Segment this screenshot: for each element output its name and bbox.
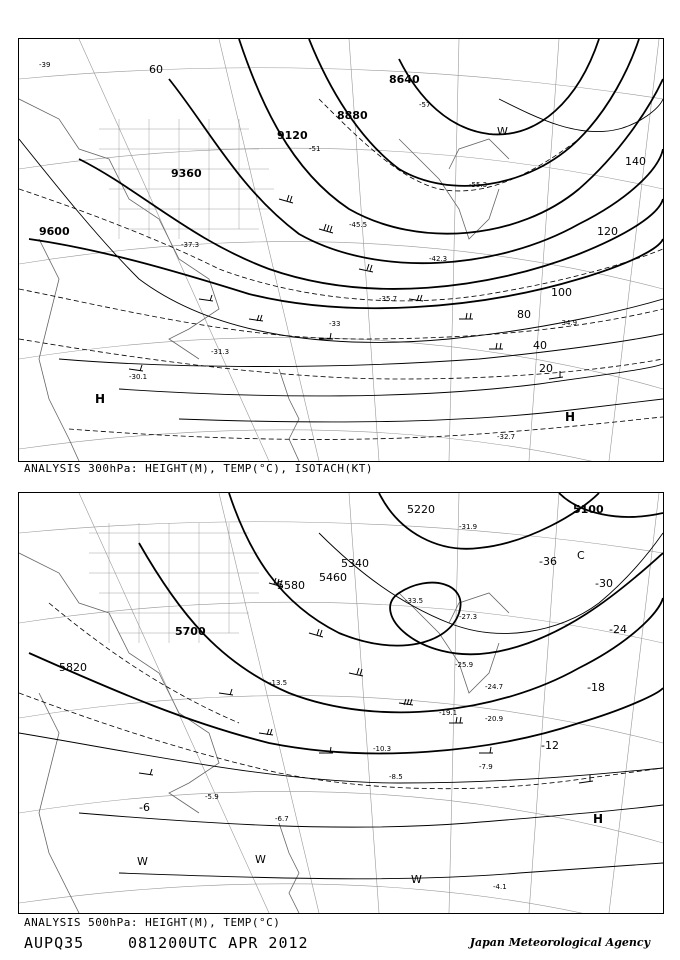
station-value: -13.5 [269,679,288,687]
analysis-300hpa-map [18,38,664,462]
station-value: -8.5 [389,773,403,781]
high-pressure-center: H [95,392,106,406]
isotach-label-120: 120 [597,225,618,238]
temp-label: -32.7 [497,433,516,441]
station-value: -20.9 [485,715,504,723]
temp-contour-label: -18 [587,681,605,694]
coastlines [19,99,509,461]
station-value: -33.5 [405,597,424,605]
isotach-label-60: 60 [149,63,163,76]
temp-contour-label: -30 [595,577,613,590]
height-contours [29,39,663,308]
height-label-9120: 9120 [277,129,308,142]
temp-label: -37.3 [181,241,200,249]
temperature-contours [19,533,663,879]
isotach-label-40: 40 [533,339,547,352]
height-label-8640: 8640 [389,73,420,86]
height-contours [29,493,663,753]
warm-center: W [255,853,266,866]
station-value: -31.9 [459,523,478,531]
hatched-area [89,523,259,643]
isotach-label-100: 100 [551,286,572,299]
caption-300hpa: ANALYSIS 300hPa: HEIGHT(M), TEMP(°C), ISOTACH(KT) [24,462,374,475]
map-300hpa-canvas [19,39,663,461]
temp-label: -45.5 [349,221,368,229]
temp-label: -34.9 [559,319,578,327]
height-label-5460: 5460 [319,571,347,584]
height-label-8880: 8880 [337,109,368,122]
height-label-9600: 9600 [39,225,70,238]
height-label-5700: 5700 [175,625,206,638]
temp-contour-label: -12 [541,739,559,752]
station-value: -19.1 [439,709,458,717]
temp-label: -33 [329,320,341,328]
temp-label: -30.1 [129,373,148,381]
station-value: -6.7 [275,815,289,823]
warm-center: W [137,855,148,868]
station-value: -25.9 [455,661,474,669]
height-label-5580: 5580 [277,579,305,592]
station-value: -7.9 [479,763,493,771]
station-value: -4.1 [493,883,507,891]
agency-credit: Japan Meteorological Agency [469,936,650,949]
graticule [19,493,663,913]
station-value: -10.3 [373,745,392,753]
temp-label: -51 [309,145,321,153]
station-value: -5.9 [205,793,219,801]
temp-label: -42.3 [429,255,448,263]
chart-id: AUPQ35 [24,934,85,952]
analysis-500hpa-map [18,492,664,914]
temp-label: -35.7 [379,295,398,303]
height-label-5100: 5100 [573,503,604,516]
high-pressure-center: H [593,812,604,826]
temp-label: -57 [419,101,431,109]
temp-label: -31.3 [211,348,230,356]
height-label-5220: 5220 [407,503,435,516]
caption-500hpa: ANALYSIS 500hPa: HEIGHT(M), TEMP(°C) [24,916,281,929]
isotach-label-140: 140 [625,155,646,168]
station-value: -27.3 [459,613,478,621]
isotach-label-20: 20 [539,362,553,375]
temp-label: -55.3 [469,181,488,189]
station-value: -24.7 [485,683,504,691]
wind-barbs [139,578,593,783]
warm-center: W [411,873,422,886]
temp-label: -39 [39,61,51,69]
temp-contour-label: -36 [539,555,557,568]
map-500hpa-canvas [19,493,663,913]
high-pressure-center: H [565,410,576,424]
height-label-5820: 5820 [59,661,87,674]
height-label-9360: 9360 [171,167,202,180]
warm-center: W [497,125,508,138]
height-label-5340: 5340 [341,557,369,570]
isotach-contours [19,99,663,422]
temp-contour-label: -6 [139,801,150,814]
temperature-dashed [19,603,663,789]
valid-time: 081200UTC APR 2012 [128,934,309,952]
cold-center: C [577,549,585,562]
temp-contour-label: -24 [609,623,627,636]
isotach-label-80: 80 [517,308,531,321]
